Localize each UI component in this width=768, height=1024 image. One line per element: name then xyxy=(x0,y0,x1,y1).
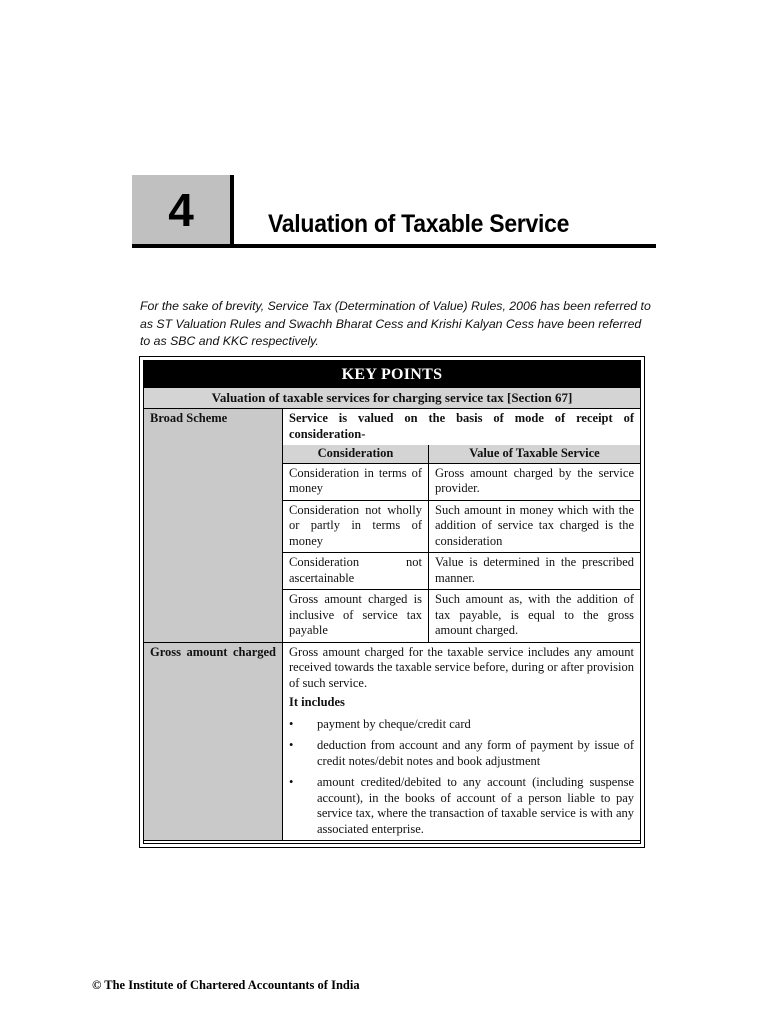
chapter-divider xyxy=(230,175,234,245)
value-cell: Value is determined in the prescribed manner. xyxy=(429,553,641,590)
gross-amount-label: Gross amount charged xyxy=(144,642,283,841)
table-row xyxy=(144,409,640,642)
list-item-text: deduction from account and any form of payment by issue of credit notes/debit notes and book adjustment xyxy=(317,738,634,768)
table-row xyxy=(283,463,640,500)
column-header-value: Value of Taxable Service xyxy=(429,445,641,463)
consideration-cell: Consideration not wholly or partly in terms of money xyxy=(283,500,429,553)
table-row xyxy=(283,553,640,590)
bullet-icon: • xyxy=(289,738,294,752)
chapter-rule xyxy=(132,244,656,248)
list-item-text: amount credited/debited to any account (including suspense account), in the books of account of a person liable to pay service tax, where the transaction of taxable service is with any associated enterprise. xyxy=(317,775,634,836)
key-points-box xyxy=(139,356,645,848)
chapter-title: Valuation of Taxable Service xyxy=(268,210,570,238)
consideration-cell: Gross amount charged is inclusive of service tax payable xyxy=(283,590,429,642)
gross-amount-text: Gross amount charged for the taxable service includes any amount received towards the taxable service before, during or after provision of such service. xyxy=(289,644,634,690)
includes-heading: It includes xyxy=(289,695,345,709)
column-header-consideration: Consideration xyxy=(283,445,429,463)
chapter-number: 4 xyxy=(132,175,230,245)
footer-copyright: © The Institute of Chartered Accountants of India xyxy=(92,978,360,992)
bullet-icon: • xyxy=(289,716,294,731)
key-points-header: KEY POINTS xyxy=(144,361,640,388)
list-item-text: payment by cheque/credit card xyxy=(317,716,471,731)
broad-scheme-label: Broad Scheme xyxy=(144,409,283,642)
broad-scheme-content xyxy=(283,409,641,642)
intro-paragraph: For the sake of brevity, Service Tax (Determination of Value) Rules, 2006 has been referred to as ST Valuation Rules and Swachh Bharat Cess and Krishi Kalyan Cess have been referred to as SBC and KKC respectively. xyxy=(140,299,651,348)
consideration-cell: Consideration not ascertainable xyxy=(283,553,429,590)
list-item xyxy=(289,717,634,733)
bullet-icon: • xyxy=(289,775,294,789)
table-header-row xyxy=(283,445,640,463)
value-cell: Gross amount charged by the service provider. xyxy=(429,463,641,500)
value-cell: Such amount as, with the addition of tax payable, is equal to the gross amount charged. xyxy=(429,590,641,642)
table-row xyxy=(283,590,640,642)
key-points-subheader: Valuation of taxable services for charging service tax [Section 67] xyxy=(144,388,640,409)
table-row xyxy=(144,642,640,841)
broad-scheme-intro: Service is valued on the basis of mode of receipt of consideration- xyxy=(289,411,634,441)
key-points-table xyxy=(144,409,640,841)
list-item xyxy=(289,775,634,837)
consideration-table xyxy=(283,445,640,642)
gross-amount-content xyxy=(283,642,641,841)
table-row xyxy=(283,500,640,553)
list-item xyxy=(289,738,634,769)
value-cell: Such amount in money which with the addition of service tax charged is the consideration xyxy=(429,500,641,553)
consideration-cell: Consideration in terms of money xyxy=(283,463,429,500)
